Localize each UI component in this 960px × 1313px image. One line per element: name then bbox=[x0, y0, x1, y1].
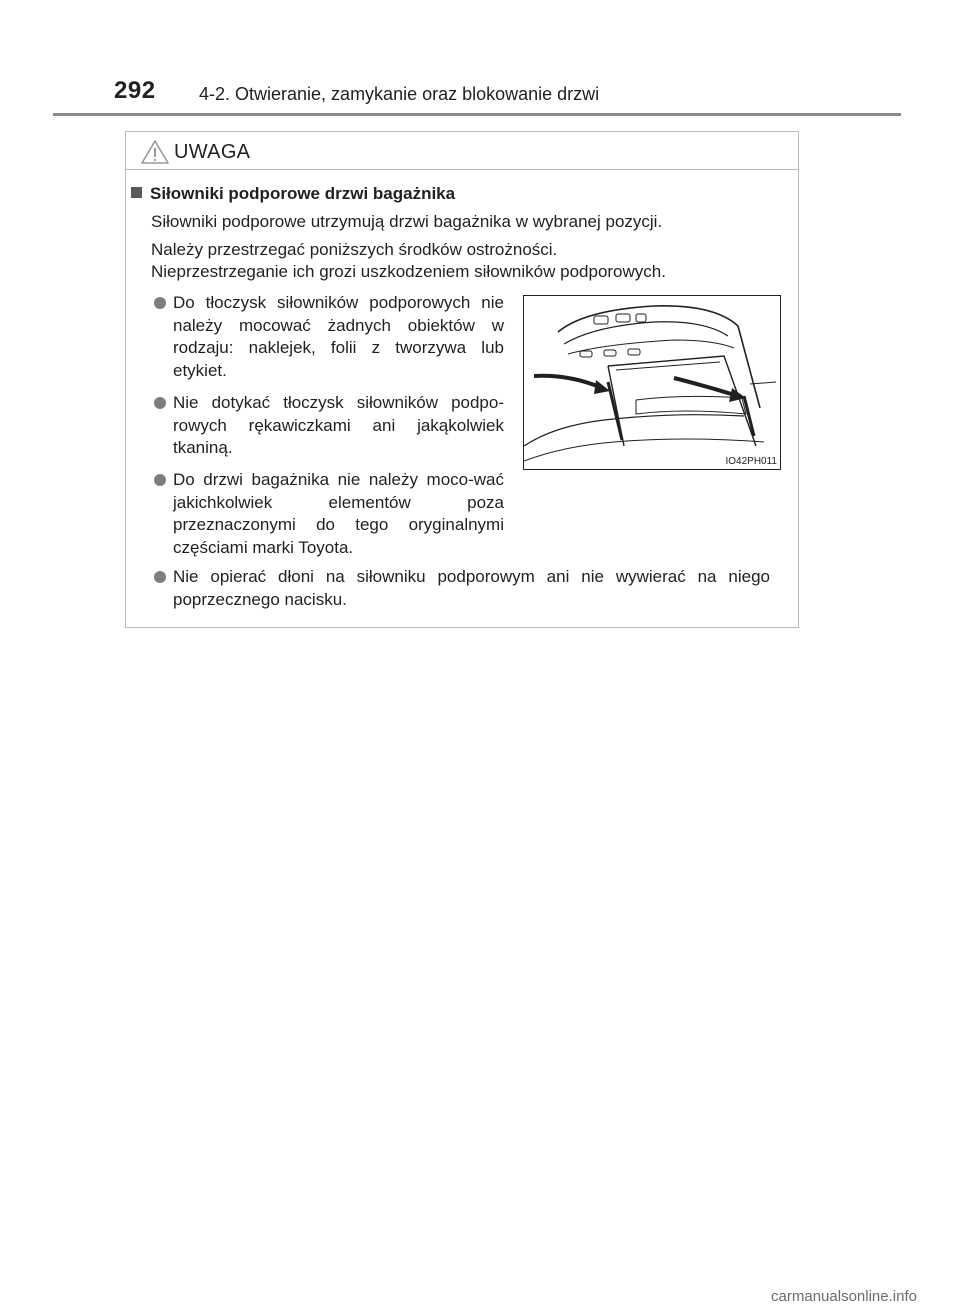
figure-code: IO42PH011 bbox=[725, 456, 777, 467]
page-number: 292 bbox=[114, 77, 156, 104]
subsection-heading bbox=[131, 184, 455, 204]
tailgate-strut-illustration bbox=[523, 295, 781, 470]
bullet-text: Do drzwi bagażnika nie należy moco-wać jakichkolwiek elementów poza przeznaczonymi do tego oryginalnymi częściami marki Toyota. bbox=[173, 470, 504, 557]
bullet-dot-icon bbox=[154, 297, 166, 309]
warning-header bbox=[126, 132, 798, 170]
warning-box bbox=[125, 131, 799, 628]
intro-paragraph: Siłowniki podporowe utrzymują drzwi bagażnika w wybranej pozycji. bbox=[151, 212, 663, 231]
watermark: carmanualsonline.info bbox=[728, 1281, 960, 1313]
bullet-text: Do tłoczysk siłowników podporowych nie należy mocować żadnych obiektów w rodzaju: naklejek, folii z tworzywa lub etykiet. bbox=[173, 293, 504, 380]
caution-line-1: Należy przestrzegać poniższych środków ostrożności. bbox=[151, 240, 558, 259]
caution-line-2: Nieprzestrzeganie ich grozi uszkodzeniem siłowników podporowych. bbox=[151, 262, 666, 281]
warning-title: UWAGA bbox=[174, 141, 251, 163]
square-bullet-icon bbox=[131, 187, 142, 198]
warning-triangle-icon bbox=[140, 139, 170, 165]
subsection-title: Siłowniki podporowe drzwi bagażnika bbox=[150, 184, 456, 203]
bullet-dot-icon bbox=[154, 571, 166, 583]
header-rule bbox=[53, 113, 901, 116]
bullet-dot-icon bbox=[154, 474, 166, 486]
section-title: 4-2. Otwieranie, zamykanie oraz blokowanie drzwi bbox=[199, 84, 600, 104]
tailgate-drawing bbox=[524, 296, 781, 470]
bullet-dot-icon bbox=[154, 397, 166, 409]
bullet-text: Nie dotykać tłoczysk siłowników podpo-rowych rękawiczkami ani jakąkolwiek tkaniną. bbox=[173, 393, 504, 457]
bullet-text: Nie opierać dłoni na siłowniku podporowym ani nie wywierać na niego poprzecznego nacisku. bbox=[173, 567, 770, 609]
page-header bbox=[0, 0, 960, 118]
